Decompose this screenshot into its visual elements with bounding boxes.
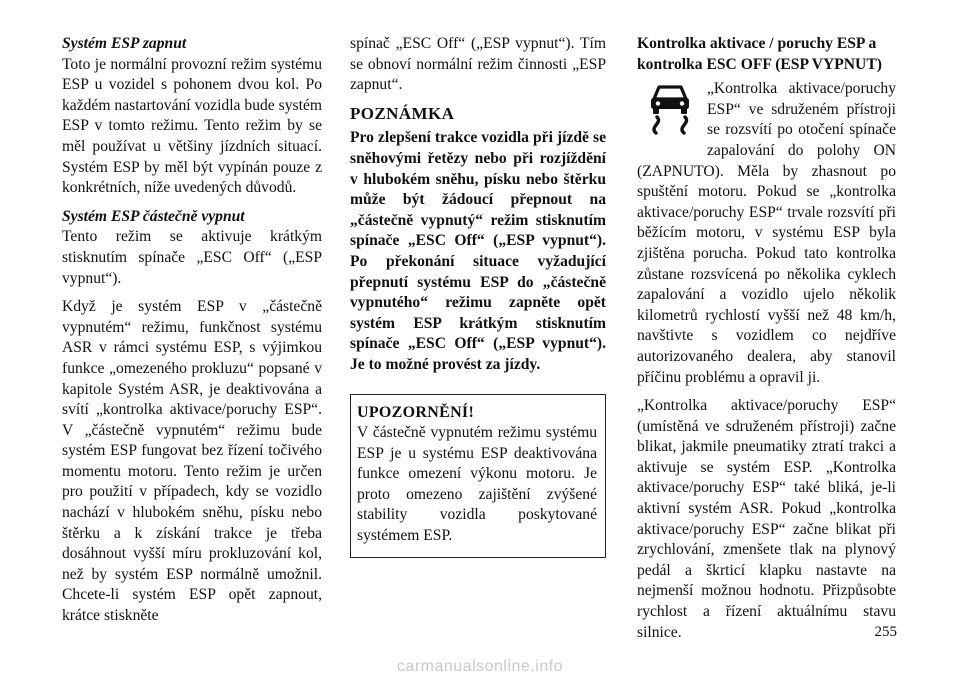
esp-skid-car-icon [637,81,703,143]
subheading-esp-partial-off: Systém ESP částečně vypnut [62,207,245,225]
column-middle [350,34,606,558]
note-body: Pro zlepšení trakce vozidla při jízdě se sněhovými řetězy nebo při rozjíždění v hlubokém sněhu, písku nebo štěrku může být žádoucí přepnout na „částečně vypnutý“ režim stisknutím spínače „ESC Off“ („ESP vypnut“). Po překonání situace vyžadující přepnutí systému ESP do „částečně vypnutého“ režimu zapněte opět systém ESP krátkým stisknutím spínače „ESC Off“ („ESP vypnut“). Je to možné provést za jízdy. [350,129,606,373]
paragraph-esp-on: Toto je normální provozní režim systému ESP u vozidel s pohonem dvou kol. Po každém nastartování vozidla bude systém ESP v tomto režimu. Tento režim by se měl používat u většiny jízdních situací. Systém ESP by měl být vypínán pouze z konkrétních, níže uvedených důvodů. [62,55,322,197]
column-left [62,34,322,635]
paragraph-partial-off-activation: Tento režim se aktivuje krátkým stisknutím spínače „ESC Off“ („ESP vypnut“). [62,228,322,287]
paragraph-continuation: spínač „ESC Off“ („ESP vypnut“). Tím se obnoví normální režim činnosti „ESP zapnut“. [350,35,606,94]
paragraph-indicator-startup: „Kontrolka aktivace/poruchy ESP“ ve sdruženém přístroji se rozsvítí po otočení spínače zapalování do polohy ON (ZAPNUTO). Měla by zhasnout po spuštění motoru. Pokud se „kontrolka aktivace/poruchy ESP“ trvale rozsvítí při běžícím motoru, v systému ESP byla zjištěna porucha. Pokud tato kontrolka zůstane rozsvícená po několika cyklech zapalování a vozidlo ujelo několik kilometrů rychlostí vyšší než 48 km/h, navštivte s vozidlem co nejdříve autorizovaného dealera, aby stanovil příčinu problému a opravil ji. [637,80,896,386]
warning-box [350,394,606,558]
indicator-section-title: Kontrolka aktivace / poruchy ESP a kontrolka ESC OFF (ESP VYPNUT) [637,35,882,73]
note-heading: POZNÁMKA [350,103,455,123]
subheading-esp-on: Systém ESP zapnut [62,35,187,52]
warning-body: V částečně vypnutém režimu systému ESP je u systému ESP deaktivována funkce omezení výkonu motoru. Je proto omezeno zajištění zvýšené stability vozidla poskytované systémem ESP. [357,424,597,545]
page-number: 255 [874,624,897,640]
column-right [637,34,896,651]
paragraph-partial-off-details: Když je systém ESP v „částečně vypnutém“ režimu, funkčnost systému ASR v rámci systému ESP, s výjimkou funkce „omezeného prokluzu“ popsané v kapitole Systém ASR, je deaktivována a svítí „kontrolka aktivace/poruchy ESP“. V „částečně vypnutém“ režimu bude systém ESP fungovat bez řízení točivého momentu motoru. Tento režim je určen pro použití v případech, kdy se vozidlo nachází v hlubokém sněhu, písku nebo štěrku a k získání trakce je třeba dosáhnout vyšší míru prokluzování kol, než by systém ESP normálně umožnil. Chcete-li systém ESP opět zapnout, krátce stiskněte [62,298,322,625]
watermark: carmanualsonline.info [396,658,564,675]
warning-title: UPOZORNĚNÍ! [357,403,475,421]
paragraph-indicator-blinking: „Kontrolka aktivace/poruchy ESP“ (umístěná ve sdruženém přístroji) začne blikat, jakmile pneumatiky ztratí trakci a aktivuje se systém ESP. „Kontrolka aktivace/poruchy ESP“ také bliká, je-li aktivní systém ASR. Pokud „kontrolka aktivace/poruchy ESP“ začne blikat při zrychlování, zmenšete tlak na plynový pedál a škrticí klapku nastavte na nejmenší možnou hodnotu. Přizpůsobte rychlost a řízení aktuálnímu stavu silnice. [637,397,896,641]
